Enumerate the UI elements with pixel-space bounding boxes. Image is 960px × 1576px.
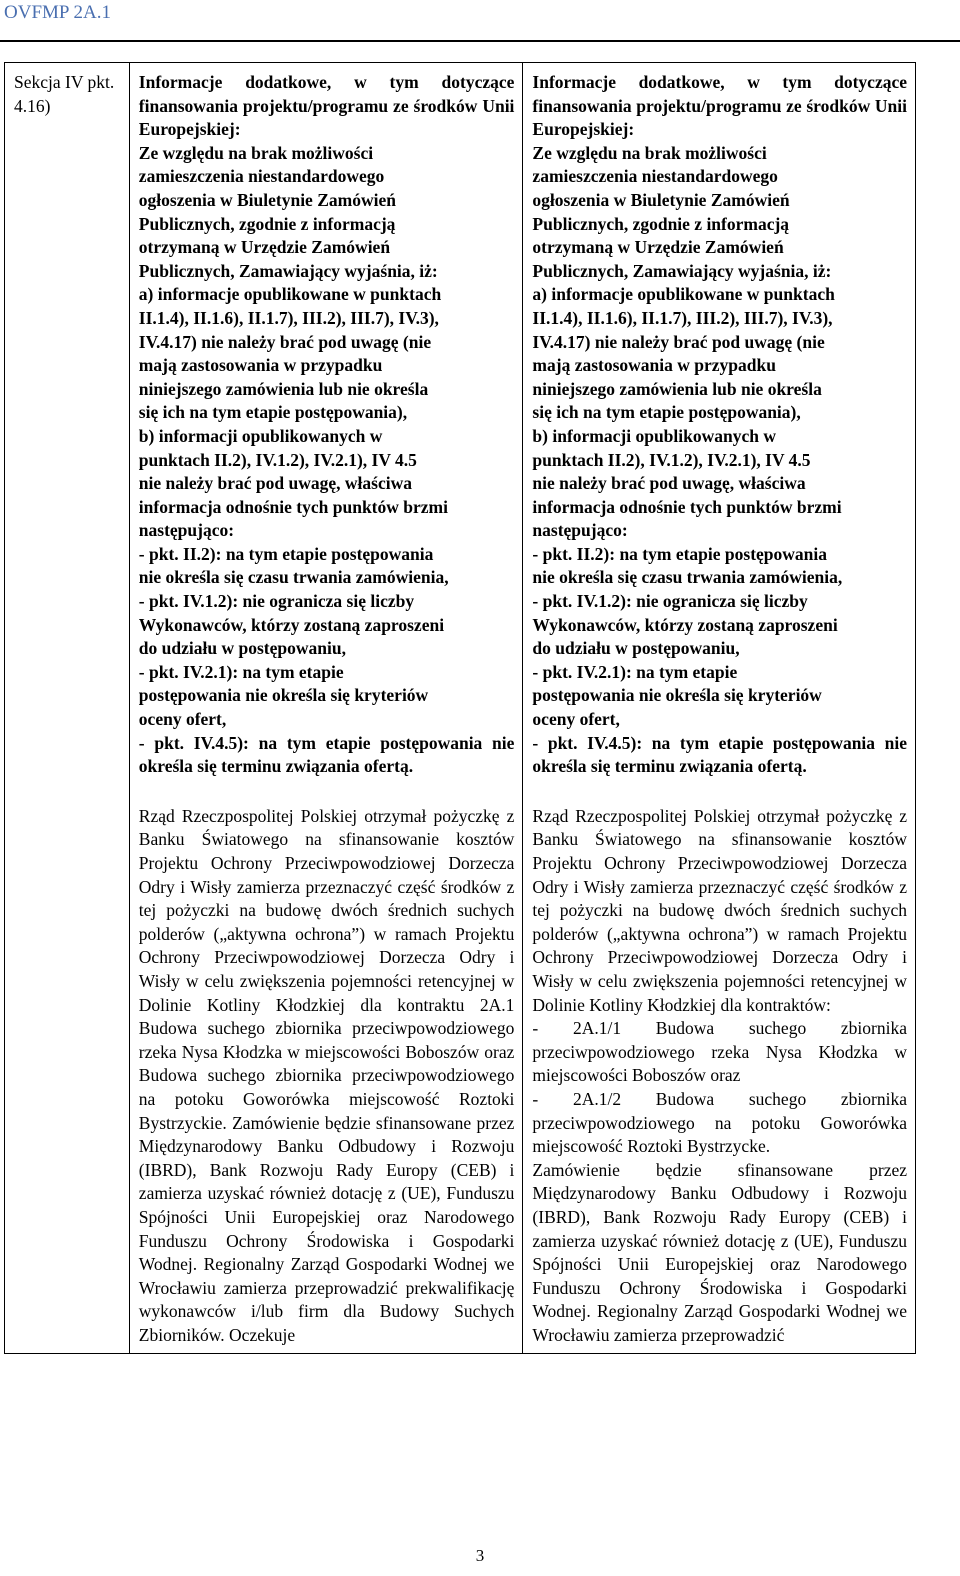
info-line: IV.4.17) nie należy brać pod uwagę (nie (138, 331, 432, 352)
info-line: nie należy brać pod uwagę, właściwa (532, 473, 806, 494)
info-line: - pkt. IV.2.1): na tym etapie (138, 661, 344, 682)
new-info-block (532, 71, 907, 779)
info-line: postępowania nie określa się kryteriów (138, 685, 429, 706)
info-line: następująco: (532, 520, 628, 541)
info-line: oceny ofert, (138, 709, 227, 730)
old-info-block (139, 71, 515, 779)
old-text-cell (129, 63, 523, 1354)
info-line: do udziału w postępowaniu, (138, 638, 346, 659)
info-line: nie określa się czasu trwania zamówienia, (532, 567, 843, 588)
table-row (5, 63, 916, 1354)
info-line: - pkt. IV.2.1): na tym etapie (532, 661, 738, 682)
info-line: II.1.4), II.1.6), II.1.7), III.2), III.7), IV.3), (532, 307, 833, 328)
info-line: informacja odnośnie tych punktów brzmi (532, 496, 842, 517)
document-header: OVFMP 2A.1 (4, 2, 111, 23)
info-line: postępowania nie określa się kryteriów (532, 685, 822, 706)
info-line: II.1.4), II.1.6), II.1.7), III.2), III.7), IV.3), (138, 307, 439, 328)
info-line: niniejszego zamówienia lub nie określa (532, 378, 822, 399)
new-text-cell (523, 63, 916, 1354)
info-line: informacja odnośnie tych punktów brzmi (138, 496, 448, 517)
info-line: - pkt. IV.1.2): nie ogranicza się liczby (138, 591, 415, 612)
section-cell (5, 63, 130, 1354)
new-body-item-1: - 2A.1/1 Budowa suchego zbiornika przeciwpowodziowego rzeka Nysa Kłodzka w miejscowości Boboszów oraz (532, 1018, 907, 1086)
info-line: b) informacji opublikowanych w (532, 425, 776, 446)
info-line: - pkt. IV.1.2): nie ogranicza się liczby (532, 591, 808, 612)
info-line: zamieszczenia niestandardowego (138, 166, 385, 187)
info-line: się ich na tym etapie postępowania), (138, 402, 408, 423)
info-line: mają zastosowania w przypadku (532, 355, 776, 376)
page-number: 3 (475, 1546, 485, 1565)
new-body-rest: Zamówienie będzie sfinansowane przez Międzynarodowy Banku Odbudowy i Rozwoju (IBRD), Bank Rozwoju Rady Europy (CEB) i zamierza uzyskać również dotację z (UE), Funduszu Spójności Unii Europejskiej oraz Narodowego Funduszu Ochrony Środowiska i Gospodarki Wodnej. Regionalny Zarząd Gospodarki Wodnej we Wrocławiu zamierza przeprowadzić (532, 1159, 907, 1345)
info-line: - pkt. II.2): na tym etapie postępowania (532, 543, 828, 564)
info-line: punktach II.2), IV.1.2), IV.2.1), IV 4.5 (532, 449, 811, 470)
changes-table (4, 62, 916, 1354)
info-line: a) informacje opublikowane w punktach (532, 284, 835, 305)
old-body-paragraph: Rząd Rzeczpospolitej Polskiej otrzymał pożyczkę z Banku Światowego na sfinansowanie kosztów Projektu Ochrony Przeciwpowodziowej Dorzecza Odry i Wisły zamierza przeznaczyć część środków z tej pożyczki na budowę dwóch średnich suchych polderów („aktywna ochrona”) w ramach Projektu Ochrony Przeciwpowodziowej Dorzecza Odry i Wisły w celu zwiększenia pojemności retencyjnej w Dolinie Kotliny Kłodzkiej dla kontraktu 2A.1 Budowa suchego zbiornika przeciwpowodziowego rzeka Nysa Kłodzka w miejscowości Boboszów oraz Budowa suchego zbiornika przeciwpowodziowego na potoku Goworówka miejscowość Roztoki Bystrzyckie. Zamówienie będzie sfinansowane przez Międzynarodowy Banku Odbudowy i Rozwoju (IBRD), Bank Rozwoju Rady Europy (CEB) i zamierza uzyskać również dotację z (UE), Funduszu Spójności Unii Europejskiej oraz Narodowego Funduszu Ochrony Środowiska i Gospodarki Wodnej. Regionalny Zarząd Gospodarki Wodnej we Wrocławiu zamierza przeprowadzić prekwalifikację wykonawców i/lub firm dla Budowy Suchych Zbiorników. Oczekuje (138, 805, 515, 1345)
info-line: a) informacje opublikowane w punktach (138, 284, 442, 305)
info-line: - pkt. II.2): na tym etapie postępowania (138, 543, 434, 564)
info-line: ogłoszenia w Biuletynie Zamówień (138, 189, 396, 210)
info-line: Wykonawców, którzy zostaną zaproszeni (138, 614, 445, 635)
info-line: do udziału w postępowaniu, (532, 638, 740, 659)
info-line: Publicznych, zgodnie z informacją (532, 213, 790, 234)
new-body-item-2: - 2A.1/2 Budowa suchego zbiornika przeciwpowodziowego na potoku Goworówka miejscowość Roztoki Bystrzycke. (532, 1088, 907, 1157)
info-line: otrzymaną w Urzędzie Zamówień (138, 237, 391, 258)
info-line: b) informacji opublikowanych w (138, 425, 383, 446)
info-line: Informacje dodatkowe, w tym dotyczące finansowania projektu/programu ze środków Unii Europejskiej: (138, 72, 515, 140)
info-line: IV.4.17) nie należy brać pod uwagę (nie (532, 331, 825, 352)
info-line: niniejszego zamówienia lub nie określa (138, 378, 429, 399)
info-line: Publicznych, Zamawiający wyjaśnia, iż: (138, 260, 438, 281)
section-label: Sekcja IV pkt. 4.16) (14, 72, 115, 116)
info-line: mają zastosowania w przypadku (138, 355, 383, 376)
info-line: zamieszczenia niestandardowego (532, 166, 778, 187)
info-line: Publicznych, Zamawiający wyjaśnia, iż: (532, 260, 832, 281)
info-line: ogłoszenia w Biuletynie Zamówień (532, 189, 790, 210)
info-line: Publicznych, zgodnie z informacją (138, 213, 396, 234)
header-rule (0, 40, 960, 42)
info-line: następująco: (138, 520, 235, 541)
info-line: otrzymaną w Urzędzie Zamówień (532, 237, 784, 258)
new-body-intro: Rząd Rzeczpospolitej Polskiej otrzymał pożyczkę z Banku Światowego na sfinansowanie kosztów Projektu Ochrony Przeciwpowodziowej Dorzecza Odry i Wisły zamierza przeznaczyć część środków z tej pożyczki na budowę dwóch średnich suchych polderów („aktywna ochrona”) w ramach Projektu Ochrony Przeciwpowodziowej Dorzecza Odry i Wisły w celu zwiększenia pojemności retencyjnej w Dolinie Kotliny Kłodzkiej dla kontraktów: (532, 805, 907, 1015)
info-line: Ze względu na brak możliwości (138, 142, 374, 163)
info-line: Informacje dodatkowe, w tym dotyczące finansowania projektu/programu ze środków Unii Europejskiej: (532, 72, 907, 140)
info-line: oceny ofert, (532, 709, 620, 730)
info-line: nie określa się czasu trwania zamówienia, (138, 567, 449, 588)
info-line: Wykonawców, którzy zostaną zaproszeni (532, 614, 838, 635)
info-line: - pkt. IV.4.5): na tym etapie postępowania nie określa się terminu związania ofertą. (138, 732, 515, 777)
info-line: - pkt. IV.4.5): na tym etapie postępowania nie określa się terminu związania ofertą. (532, 732, 907, 777)
info-line: nie należy brać pod uwagę, właściwa (138, 473, 412, 494)
info-line: punktach II.2), IV.1.2), IV.2.1), IV 4.5 (138, 449, 417, 470)
info-line: Ze względu na brak możliwości (532, 142, 767, 163)
info-line: się ich na tym etapie postępowania), (532, 402, 801, 423)
